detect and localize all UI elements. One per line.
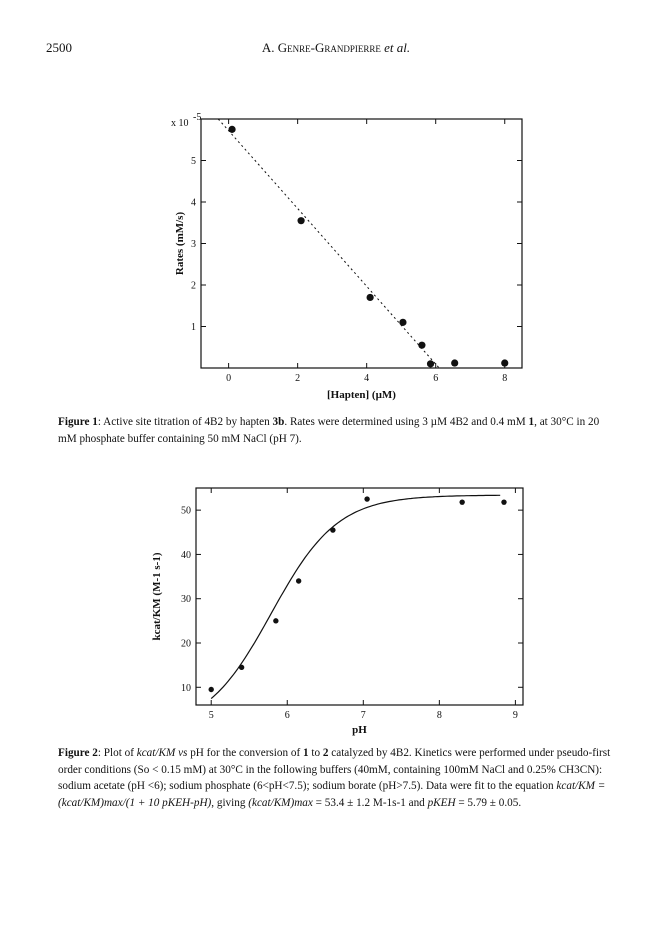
plot-frame [196, 488, 523, 705]
y-tick-label: 4 [191, 197, 196, 209]
y-tick-label: 40 [181, 549, 191, 561]
x-tick-label: 6 [433, 373, 439, 384]
data-point [273, 618, 278, 623]
y-tick-label: 2 [191, 280, 196, 292]
x-tick-label: 8 [502, 373, 508, 384]
x-tick-label: 0 [226, 373, 232, 384]
figure1-caption: Figure 1: Active site titration of 4B2 by hapten 3b. Rates were determined using 3 µM 4B2 and 0.4 mM 1, at 30°C in 20 mM phosphate buffer containing 50 mM NaCl (pH 7). [58, 416, 600, 445]
y-multiplier-exponent: -5 [193, 112, 202, 123]
y-tick-label: 1 [191, 322, 196, 333]
x-tick-label: 6 [284, 710, 290, 721]
x-axis-label: pH [352, 724, 367, 736]
x-tick-label: 7 [360, 710, 366, 721]
data-point [296, 578, 301, 583]
fit-curve [211, 495, 500, 698]
y-multiplier: x 10 [171, 118, 189, 129]
y-tick-label: 50 [181, 505, 191, 517]
y-axis-label: kcat/KM (M-1 s-1) [151, 552, 163, 641]
page-number: 2500 [46, 40, 72, 55]
x-tick-label: 5 [208, 710, 214, 721]
data-point [501, 499, 506, 504]
y-axis-label: Rates (mM/s) [174, 211, 186, 276]
running-title: A. Genre-Grandpierre et al. [261, 40, 411, 55]
x-tick-label: 4 [364, 373, 370, 384]
y-tick-label: 5 [191, 156, 196, 167]
x-tick-label: 2 [295, 373, 301, 384]
y-tick-label: 20 [181, 638, 191, 650]
data-point [364, 496, 369, 501]
x-tick-label: 8 [436, 710, 442, 721]
x-axis-label: [Hapten] (µM) [327, 389, 396, 401]
data-point [459, 499, 464, 504]
y-tick-label: 10 [181, 682, 191, 694]
data-point [209, 687, 214, 692]
y-tick-label: 3 [191, 239, 196, 250]
y-tick-label: 30 [181, 594, 191, 606]
figure2-caption: Figure 2: Plot of kcat/KM vs pH for the conversion of 1 to 2 catalyzed by 4B2. Kinetics were performed under pseudo-first order conditions (So < 0.15 mM) at 30°C in the following buffers (40mM, containing 100mM NaCl and 0.25% CH3CN): sodium acetate (pH <6); sodium phosphate (6<pH<7.5); sodium borate (pH>7.5). Data were fit to the equation kcat/KM = (kcat/KM)max/(1 + 10 pKEH-pH), giving (kcat/KM)max = 53.4 ± 1.2 M-1s-1 and pKEH = 5.79 ± 0.05. [58, 747, 611, 809]
x-tick-label: 9 [512, 710, 518, 721]
